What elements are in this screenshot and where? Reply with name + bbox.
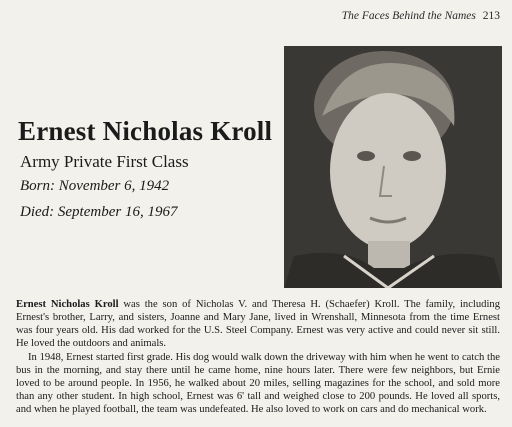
portrait-photo — [284, 46, 502, 288]
birth-date: Born: November 6, 1942 — [20, 178, 170, 194]
military-rank: Army Private First Class — [20, 152, 189, 171]
biography-paragraph — [16, 298, 500, 350]
biography-lead-name: Ernest Nicholas Kroll — [16, 299, 119, 310]
biography-paragraph-1-text: was the son of Nicholas V. and Theresa H. (Schaefer) Kroll. The family, including Ernest's brother, Larry, and sisters, Joanne and Mary Jane, lived in Wrenshall, Minnesota from the time Ernest was four years old. His dad worked for the U.S. Steel Company. Ernest was very active and could never sit still. He loved the outdoors and animals. — [16, 299, 500, 349]
portrait-image — [284, 46, 502, 288]
page-number: 213 — [482, 10, 500, 22]
book-title: The Faces Behind the Names — [341, 10, 476, 22]
death-date: Died: September 16, 1967 — [20, 204, 178, 220]
person-name: Ernest Nicholas Kroll — [18, 116, 273, 146]
biography-paragraph-2: In 1948, Ernest started first grade. His dog would walk down the driveway with him when he went to catch the bus in the morning, and stay there until he came home, nine hours later. There were few neighbors, but Ernie loved to be around people. In 1956, he walked about 20 miles, selling magazines for the school, and sold more than any other student. In high school, Ernest was 6' tall and weighed close to 200 pounds. He loved all sports, and when he played football, the team was undefeated. He also loved to work on cars and do mechanical work. — [16, 352, 500, 415]
biography-text — [16, 298, 500, 416]
running-header — [342, 10, 500, 22]
